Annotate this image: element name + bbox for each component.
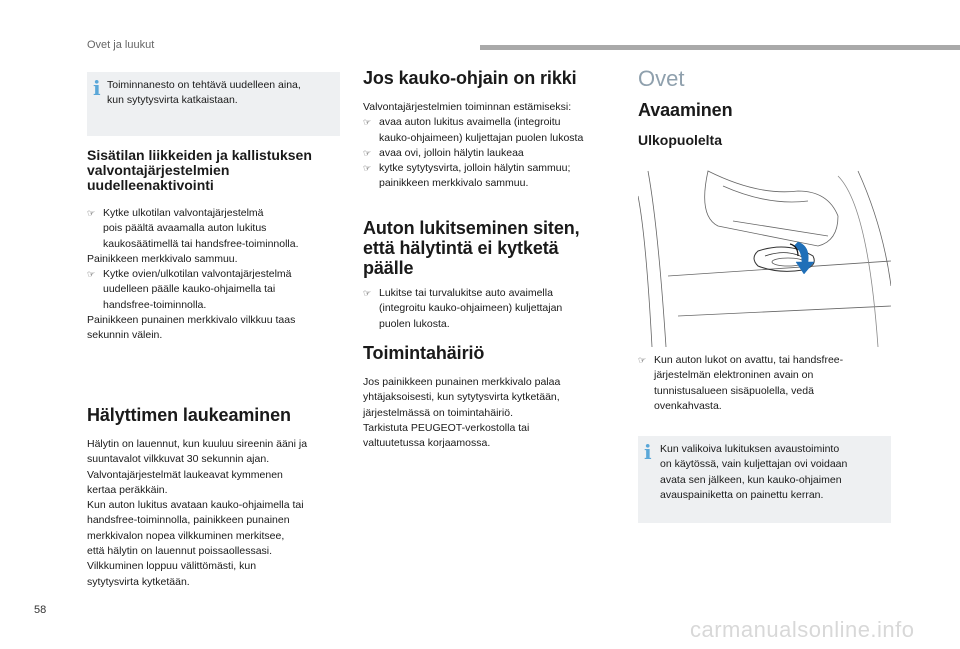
door-handle-illustration [638, 166, 891, 347]
watermark: carmanualsonline.info [690, 617, 915, 642]
info-text: Kun valikoiva lukituksen avaustoiminto on käytössä, vain kuljettajan ovi voidaan avata sen jälkeen, kun kauko-ohjaimen avauspainiketta on painettu kerran. [660, 443, 848, 501]
bullet-item: ☞ Kytke ovien/ulkotilan valvontajärjestelmä uudelleen päälle kauko-ohjaimella tai handsfree-toiminnolla. [87, 268, 292, 311]
bullet-item: ☞ kytke sytytysvirta, jolloin hälytin sammuu; painikkeen merkkivalo sammuu. [363, 162, 571, 190]
title-doors: Ovet [638, 66, 685, 91]
heading-reactivation: Sisätilan liikkeiden ja kallistuksen valvontajärjestelmien uudelleenaktivointi [87, 147, 312, 193]
info-box-col3 [638, 436, 891, 523]
remote-broken-block: Valvontajärjestelmien toiminnan estämiseksi: ☞ avaa auton lukitus avaimella (integroitu kauko-ohjaimeen) kuljettajan puolen lukosta ☞ avaa ovi, jolloin hälytin laukeaa ☞ kytke sytytysvirta, jolloin hälytin sammuu; painikkeen merkkivalo sammuu. [363, 100, 625, 192]
page-number: 58 [34, 604, 47, 616]
bullet-item: ☞ Kytke ulkotilan valvontajärjestelmä pois päältä avaamalla auton lukitus kaukosäätimellä tai handsfree-toiminnolla. [87, 207, 299, 250]
heading-alarm-triggering: Hälyttimen laukeaminen [87, 405, 291, 425]
pointing-finger-icon: ☞ [363, 147, 372, 158]
lock-without-alarm-block [363, 286, 625, 332]
heading-opening: Avaaminen [638, 100, 733, 120]
info-icon: i [644, 440, 652, 464]
heading-malfunction: Toimintahäiriö [363, 343, 485, 363]
header-bar [480, 45, 960, 50]
section-title: Ovet ja luukut [87, 39, 155, 51]
malfunction-block: Jos painikkeen punainen merkkivalo palaa yhtäjaksoisesti, kun sytytysvirta kytketään, järjestelmässä on toimintahäiriö. Tarkistuta PEUGEOT-verkostolla tai valtuutetussa korjaamossa. [363, 376, 561, 450]
reactivation-block: ☞ Kytke ulkotilan valvontajärjestelmä pois päältä avaamalla auton lukitus kaukosäätimellä tai handsfree-toiminnolla. Painikkeen merkkivalo sammuu. ☞ Kytke ovien/ulkotilan valvontajärjestelmä uudelleen päälle kauko-ohjaimella tai handsfree-toiminnolla. Painikkeen punainen merkkivalo vilkkuu taas sekunnin välein. [87, 206, 347, 344]
heading-remote-broken: Jos kauko-ohjain on rikki [363, 68, 577, 88]
pointing-finger-icon: ☞ [363, 117, 372, 128]
info-text: Toiminnanesto on tehtävä uudelleen aina, kun sytytysvirta katkaistaan. [107, 79, 301, 107]
pointing-finger-icon: ☞ [363, 288, 372, 298]
alarm-triggering-block: Hälytin on lauennut, kun kuuluu sireenin ääni ja suuntavalot vilkkuvat 30 sekunnin ajan. Valvontajärjestelmät laukeavat kymmenen kertaa peräkkäin. Kun auton lukitus avataan kauko-ohjaimella tai handsfree-toiminnolla, painikkeen punainen merkkivalon nopea vilkkuminen merkitsee, että hälytin on lauennut poissaollessasi. Vilkkuminen loppuu välittömästi, kun sytytysvirta kytketään. [87, 438, 308, 588]
bullet-item: ☞ Kun auton lukot on avattu, tai handsfree- järjestelmän elektroninen avain on tunnistusalueen sisäpuolella, vedä ovenkahvasta. [638, 354, 844, 412]
heading-from-outside: Ulkopuolelta [638, 132, 723, 148]
pointing-finger-icon: ☞ [87, 208, 96, 218]
bullet-item: ☞ Lukitse tai turvalukitse auto avaimella (integroitu kauko-ohjaimeen) kuljettajan puolen lukosta. [363, 287, 563, 330]
info-icon: i [93, 76, 101, 100]
pointing-finger-icon: ☞ [638, 355, 647, 365]
pointing-finger-icon: ☞ [87, 269, 96, 280]
bullet-item: ☞ avaa auton lukitus avaimella (integroitu kauko-ohjaimeen) kuljettajan puolen lukosta [363, 116, 584, 144]
heading-lock-without-alarm: Auton lukitseminen siten, että hälytintä ei kytketä päälle [363, 218, 580, 278]
open-from-outside-block [638, 353, 893, 414]
pointing-finger-icon: ☞ [363, 163, 372, 174]
info-box-col1 [87, 72, 340, 136]
bullet-item: ☞ avaa ovi, jolloin hälytin laukeaa [363, 146, 625, 161]
